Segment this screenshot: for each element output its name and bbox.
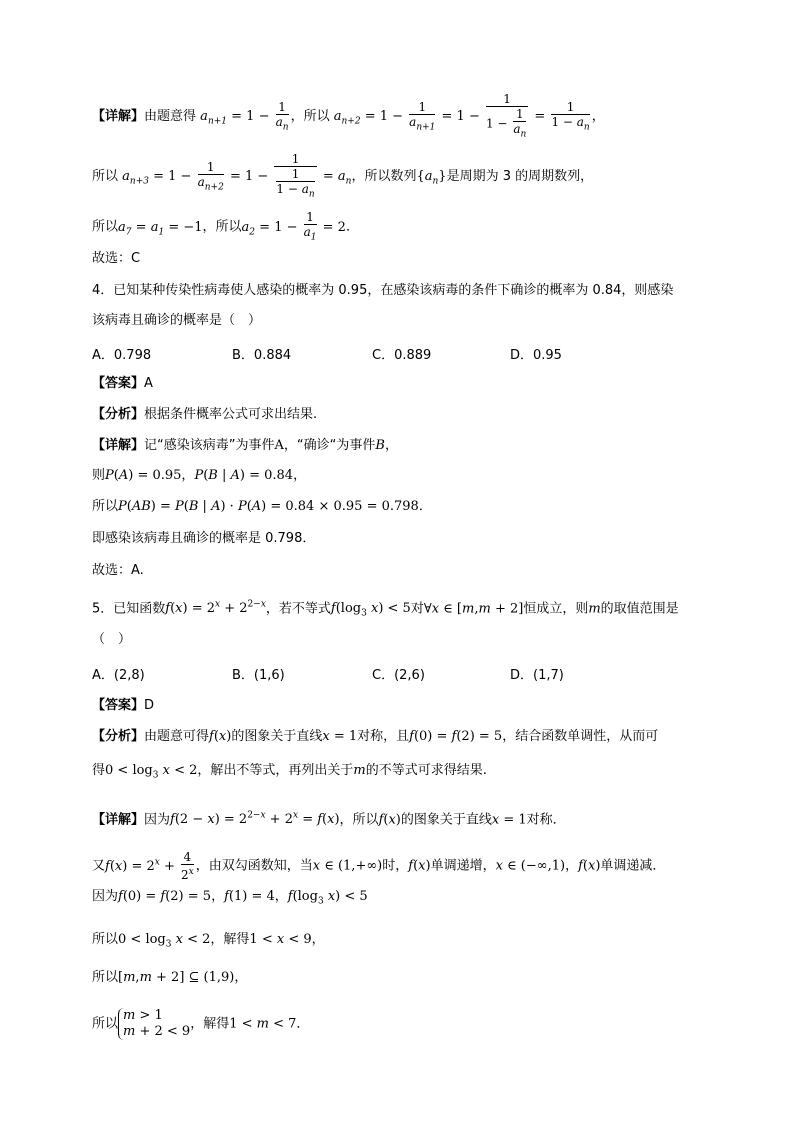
q4-stem-line2: 该病毒且确诊的概率是（ ） [92, 313, 262, 328]
q4-answer: 【答案】A [92, 376, 153, 391]
q5-stem-line2: （ ） [92, 632, 132, 647]
q5-detail-line6: 所以 m > 1 m + 2 < 9 ，解得1 < m < 7． [92, 1008, 310, 1039]
q5-detail-line4: 所以$0 < \log_3 x < 2$，解得1 < x < 9， [92, 932, 325, 950]
q4-detail-line4: 即感染该病毒且确诊的概率是 0.798． [92, 531, 316, 546]
q3-detail-line3: 所以$a_7 = a_1 = -1$，所以$a_2 = 1$ − $\frac{1}{a_1}$ = 2． [92, 210, 359, 243]
q4-choice: 故选：A. [92, 563, 144, 578]
q3-detail-line2: 所以 $a_{n+3} = 1$ − $\frac{1}{a_{n+2}}$ = 1 − $\frac{1}{\frac{1}{1 - a_n}}$ = $a_n$，所以数列$\{a_n\}$是周期为 3 的周期数列， [92, 152, 594, 200]
math-recurrence: $a_{n+1} = 1$ − $\frac{1}{a_n}$ [200, 99, 289, 132]
q5-option-b: B．(1,6) [232, 668, 285, 683]
detail-label: 【详解】 [92, 109, 145, 125]
q5-answer: 【答案】D [92, 698, 155, 713]
q5-option-a: A．(2,8) [92, 668, 145, 683]
inequality-system: m > 1 m + 2 < 9 [118, 1008, 190, 1040]
q5-analysis-line1: 【分析】由题意可得f(x)的图象关于直线x = 1对称，且f(0) = f(2) = 5，结合函数单调性，从而可 [92, 729, 659, 744]
q5-detail-line5: 所以[m,m + 2] ⊆ (1,9)， [92, 970, 248, 985]
q4-option-c: C．0.889 [372, 348, 432, 363]
q3-detail-line1: 【详解】由题意得 $a_{n+1} = 1$ − $\frac{1}{a_n}$ ，所以 $a_{n+2} = 1$ − $\frac{1}{a_{n+1}}$ = 1 − 1 1 − $\frac{1}{a_n}$ = $\frac{1}{1 - a_n}$ ， [92, 92, 605, 140]
q5-detail-line3: 因为f(0) = f(2) = 5，f(1) = 4，$f(\log_3$ x) < 5 [92, 889, 368, 907]
q4-option-d: D．0.95 [510, 348, 562, 363]
q4-detail-line1: 【详解】记“感染该病毒”为事件A，“确诊“为事件B， [92, 438, 398, 453]
math-an2: $a_{n+2} = 1$ − $\frac{1}{a_{n+1}}$ = 1 − 1 1 − $\frac{1}{a_n}$ = $\frac{1}{1 - a_n}$ [333, 92, 590, 140]
q4-detail-line3: 所以P(AB) = P(B | A) · P(A) = 0.84 × 0.95 = 0.798． [92, 499, 432, 514]
q4-detail-line2: 则P(A) = 0.95，P(B | A) = 0.84， [92, 468, 307, 483]
q4-option-b: B．0.884 [232, 348, 292, 363]
q5-option-c: C．(2,6) [372, 668, 425, 683]
q5-analysis-line2: 得$0 < \log_3 x < 2$，解出不等式，再列出关于m的不等式可求得结果. [92, 763, 487, 781]
q5-option-d: D．(1,7) [510, 668, 564, 683]
q5-stem-line1: 5．已知函数$f(x) = 2^x + 2^{2-x}$，若不等式$f(\log_3$ x) < 5对∀x ∈ [m,m + 2]恒成立，则m的取值范围是 [92, 600, 679, 619]
q5-detail-line1: 【详解】因为$f(2 - x) = 2^{2-x} + 2^x = f(x)$，所以f(x)的图象关于直线x = 1对称． [92, 811, 566, 828]
q3-choice: 故选：C [92, 251, 141, 266]
q4-option-a: A．0.798 [92, 348, 152, 363]
math-an3: $a_{n+3} = 1$ − $\frac{1}{a_{n+2}}$ = 1 − $\frac{1}{\frac{1}{1 - a_n}}$ = $a_n$ [122, 152, 352, 200]
q4-analysis: 【分析】根据条件概率公式可求出结果. [92, 407, 318, 422]
q4-stem-line1: 4．已知某种传染性病毒使人感染的概率为 0.95，在感染该病毒的条件下确诊的概率为 0.84，则感染 [92, 283, 674, 298]
q5-detail-line2: 又$f(x) = 2^x$ + $\frac{4}{2^x}$ ，由双勾函数知，当x ∈ (1,+∞)时，f(x)单调递增，x ∈ (−∞,1)，f(x)单调递减． [92, 850, 666, 882]
